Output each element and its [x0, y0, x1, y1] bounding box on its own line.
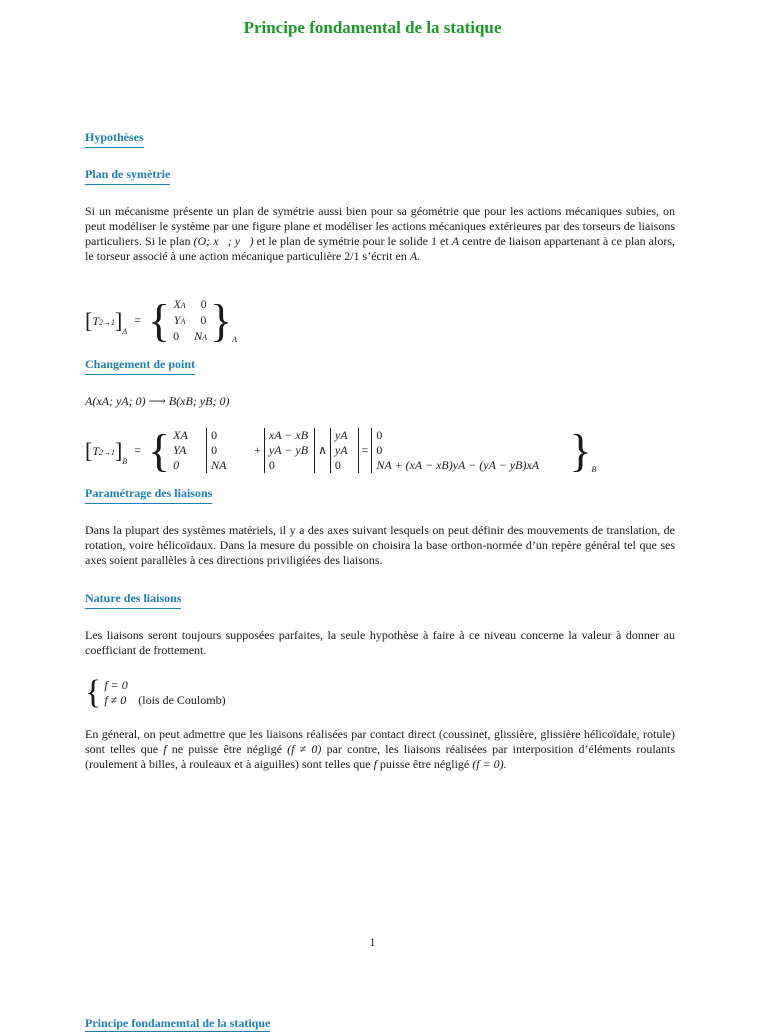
vector-r: yA yA 0 — [330, 428, 359, 473]
math-plane: (O; x⃗; y⃗) — [193, 234, 254, 248]
math-point-a2: A. — [409, 249, 421, 263]
brace-right: } — [210, 294, 233, 346]
moment-b: 0 0 NA + (xA − xB)yA − (yA − yB)xA — [371, 428, 566, 473]
paragraph-general: En géneral, on peut admettre que les liaisons réalisées par contact direct (coussinet, glissière, glissière hélicoïdale, rotule) sont telles que f ne puisse être négligé (f ≠ 0) par contre, les liaisons réalisées par interposition d’éléments roulants (roulement à billes, à rouleaux et à aiguilles) sont telles que f puisse être négligé (f = 0). — [85, 727, 675, 771]
paragraph-nature: Les liaisons seront toujours supposées parfaites, la seule hypothèse à faire à ce niveau concerne la valeur à donner au coefficiant de frottement. — [85, 628, 675, 657]
bracket-left: [ — [85, 308, 93, 333]
torseur-symbol: T2→1 — [92, 313, 116, 328]
section-hypotheses: Hypothèses — [85, 130, 144, 148]
coulomb-system: { f = 0 f ≠ 0 (lois de Coulomb) — [85, 674, 226, 711]
text-plan-3: centre de liaison appartenant à ce plan alors, le torseur associé à une action mécanique particulière 2/1 s’écrit en — [85, 234, 675, 263]
moment-col: 0 0 NA — [206, 428, 251, 473]
paragraph-parametrage: Dans la plupart des systèmes matériels, il y a des axes suivant lesquels on peut définir des mouvements de translation, de rotation, voire hélicoïdaux. Dans la mesure du possible on choisira la base orthon-normée d’un repère général tel que ses axes soient parallèles à ces directions priviligiées des liaisons. — [85, 523, 675, 567]
next-page-header: Principe fondamemtal de la statique — [85, 1016, 271, 1030]
bracket-right: ] — [115, 308, 123, 333]
math-point-a: A — [451, 234, 460, 248]
torseur-equation-2: [T2→1]B = { XA YA 0 0 0 NA + xA − xB yA − yB 0 ∧ yA yA 0 = 0 0 NA + (xA − xB)yA − (yA − yB)xA }B — [85, 424, 597, 476]
paragraph-plan-symetrie — [85, 204, 675, 264]
resultant-col: XA YA 0 — [173, 428, 188, 472]
torseur-matrix: XA 0 YA 0 0 NA — [173, 296, 208, 343]
change-of-point-line: A(xA; yA; 0) ⟶ B(xB; yB; 0) — [85, 394, 230, 408]
torseur-equation-1: [T2→1]A = { XA 0 YA 0 0 NA }A — [85, 294, 237, 346]
torseur-point: A — [122, 327, 128, 336]
section-plan-symetrie: Plan de symètrie — [85, 167, 170, 185]
text-plan-1: Si un mécanisme présente un plan de symétrie aussi bien pour sa géométrie que pour les actions mécaniques subies, on peut modéliser le système par une figure plane et modéliser les actions mécaniques extérieures par des torseurs de liaisons particuliers. Si le plan — [85, 204, 675, 248]
section-nature: Nature des liaisons — [85, 591, 181, 609]
vector-ab: xA − xB yA − yB 0 — [264, 428, 315, 473]
text-plan-2: et le plan de symétrie pour le solide 1 et — [256, 234, 449, 248]
section-parametrage: Paramétrage des liaisons — [85, 486, 212, 504]
section-changement-point: Changement de point — [85, 357, 195, 375]
brace-left: { — [148, 294, 171, 346]
page-title: Principe fondamental de la statique — [243, 18, 502, 37]
page-number: 1 — [369, 935, 376, 949]
